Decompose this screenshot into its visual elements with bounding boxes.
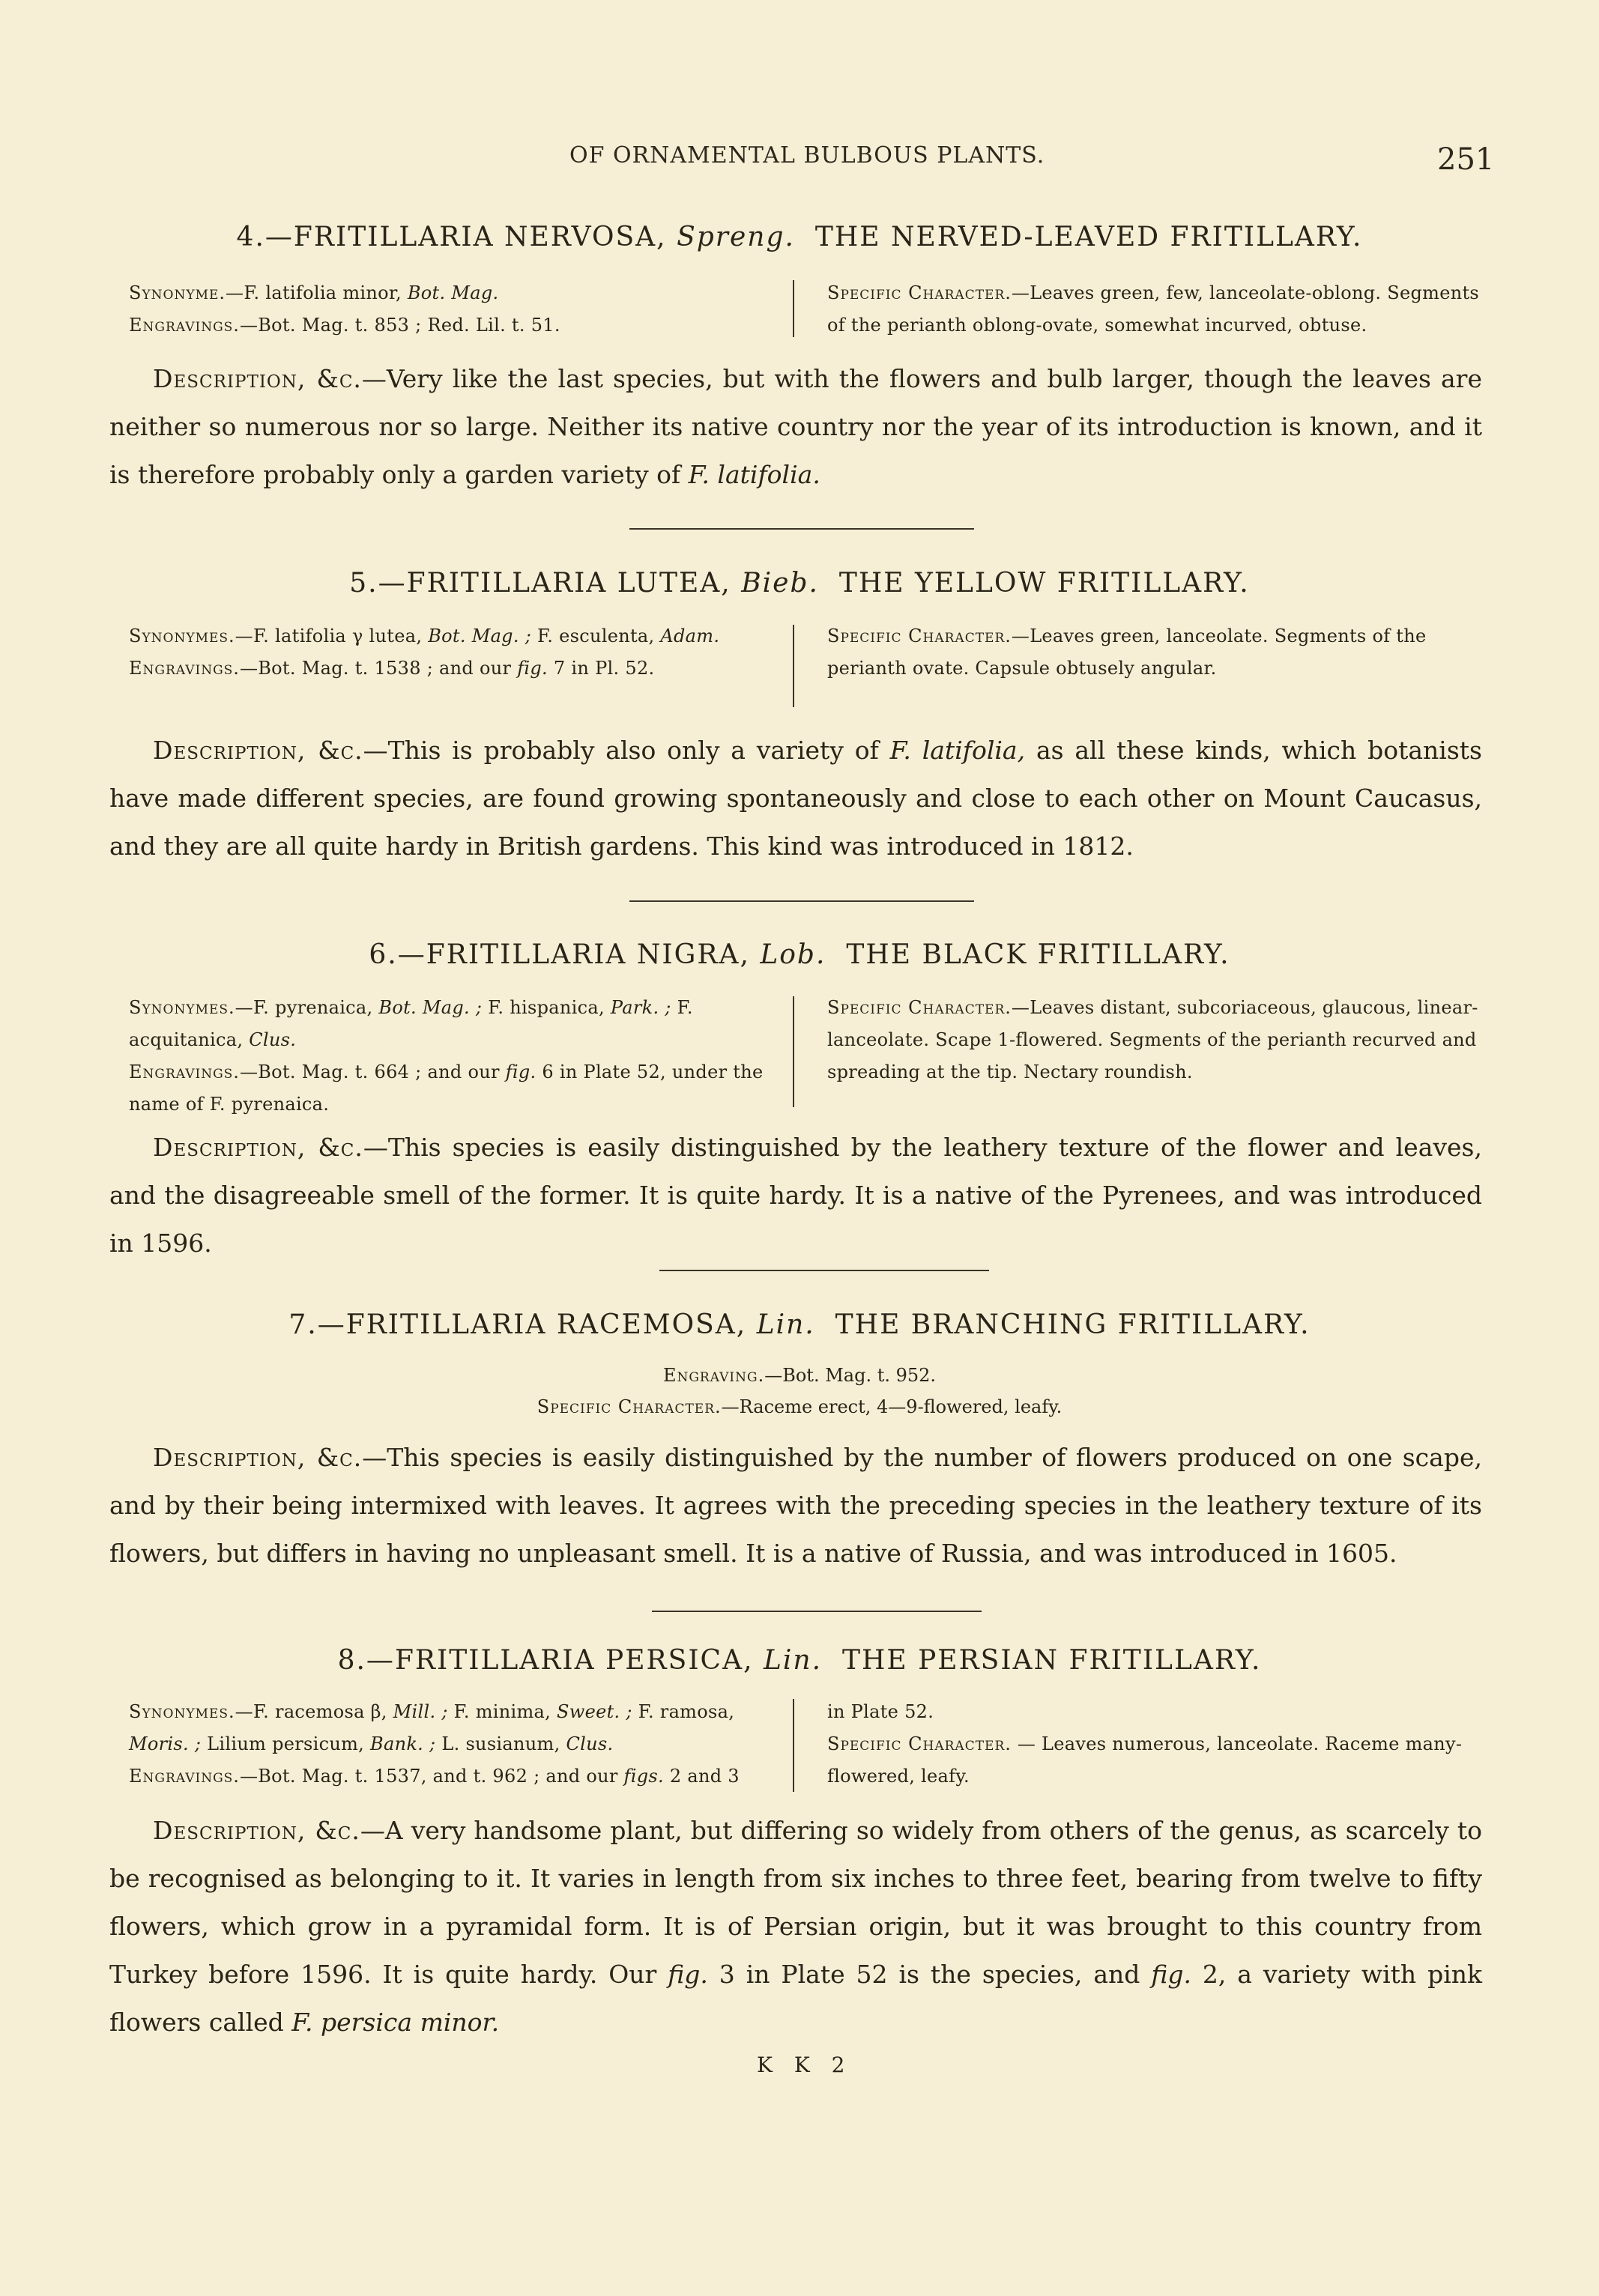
running-title: OF ORNAMENTAL BULBOUS PLANTS. [569, 142, 1045, 169]
column-divider [793, 996, 794, 1107]
entry-8-heading: 8.—FRITILLARIA PERSICA, Lin. THE PERSIAN FRITILLARY. [337, 1645, 1262, 1676]
entry-5-synonyms: Synonymes.—F. latifolia γ lutea, Bot. Mag. ; F. esculenta, Adam. Engravings.—Bot. Mag. t. 1538 ; and our fig. 7 in Pl. 52. [129, 626, 720, 679]
entry-4-heading: 4.—FRITILLARIA NERVOSA, Spreng. THE NERVED-LEAVED FRITILLARY. [236, 222, 1363, 252]
entry-4-specific-character: Specific Character.—Leaves green, few, lanceolate-oblong. Segments of the perianth oblong-ovate, somewhat incurved, obtuse. [827, 282, 1480, 336]
entry-5-description: Description, &c.—This is probably also only a variety of F. latifolia, as all these kinds, which botanists have made different species, are found growing spontaneously and close to each other on Mount Caucasus, and they are all quite hardy in British gardens. This kind was introduced in 1812. [109, 736, 1482, 861]
entry-6-description: Description, &c.—This species is easily distinguished by the leathery texture of the flower and leaves, and the disagreeable smell of the former. It is quite hardy. It is a native of the Pyrenees, and was introduced in 1596. [109, 1133, 1482, 1258]
entry-7-heading: 7.—FRITILLARIA RACEMOSA, Lin. THE BRANCHING FRITILLARY. [288, 1309, 1311, 1340]
signature-mark: K K 2 [757, 2053, 853, 2077]
entry-6-synonyms: Synonymes.—F. pyrenaica, Bot. Mag. ; F. hispanica, Park. ; F. acquitanica, Clus. Engravings.—Bot. Mag. t. 664 ; and our fig. 6 in Plate 52, under the name of F. pyrenaica. [129, 997, 764, 1115]
entry-4-description: Description, &c.—Very like the last species, but with the flowers and bulb larger, though the leaves are neither so numerous nor so large. Neither its native country nor the year of its introduction is known, and it is therefore probably only a garden variety of F. latifolia. [109, 364, 1482, 489]
entry-8-specific-character: in Plate 52. Specific Character. — Leaves numerous, lanceolate. Raceme many-flowered, leafy. [827, 1701, 1463, 1787]
entry-5-specific-character: Specific Character.—Leaves green, lanceolate. Segments of the perianth ovate. Capsule obtusely angular. [827, 626, 1427, 679]
entry-8-synonyms: Synonymes.—F. racemosa β, Mill. ; F. minima, Sweet. ; F. ramosa, Moris. ; Lilium persicum, Bank. ; L. susianum, Clus. Engravings.—Bot. Mag. t. 1537, and t. 962 ; and our figs. 2 and 3 [129, 1701, 740, 1787]
column-divider [793, 1699, 794, 1792]
page-number: 251 [1437, 142, 1495, 177]
column-divider [793, 625, 794, 707]
entry-7-description: Description, &c.—This species is easily distinguished by the number of flowers produced on one scape, and by their being intermixed with leaves. It agrees with the preceding species in the leathery texture of its flowers, but differs in having no unpleasant smell. It is a native of Russia, and was introduced in 1605. [109, 1443, 1482, 1568]
section-rule [659, 1270, 989, 1271]
entry-7-engraving: Engraving.—Bot. Mag. t. 952. [662, 1365, 937, 1386]
entry-8-description: Description, &c.—A very handsome plant, but differing so widely from others of the genus, as scarcely to be recognised as belonging to it. It varies in length from six inches to three feet, bearing from twelve to fifty flowers, which grow in a pyramidal form. It is of Persian origin, but it was brought to this country from Turkey before 1596. It is quite hardy. Our fig. 3 in Plate 52 is the species, and fig. 2, a variety with pink flowers called F. persica minor. [109, 1816, 1483, 2037]
entry-5-heading: 5.—FRITILLARIA LUTEA, Bieb. THE YELLOW FRITILLARY. [349, 568, 1250, 599]
section-rule [629, 528, 974, 530]
column-divider [793, 280, 794, 337]
section-rule [652, 1611, 982, 1612]
entry-4-synonyms: Synonyme.—F. latifolia minor, Bot. Mag. Engravings.—Bot. Mag. t. 853 ; Red. Lil. t. 51. [129, 282, 560, 336]
entry-6-specific-character: Specific Character.—Leaves distant, subcoriaceous, glaucous, linear-lanceolate. Scape 1-flowered. Segments of the perianth recurved and spreading at the tip. Nectary roundish. [827, 997, 1478, 1082]
entry-7-specific-character: Specific Character.—Raceme erect, 4—9-flowered, leafy. [536, 1396, 1063, 1417]
section-rule [629, 900, 974, 902]
entry-6-heading: 6.—FRITILLARIA NIGRA, Lob. THE BLACK FRITILLARY. [369, 939, 1230, 970]
